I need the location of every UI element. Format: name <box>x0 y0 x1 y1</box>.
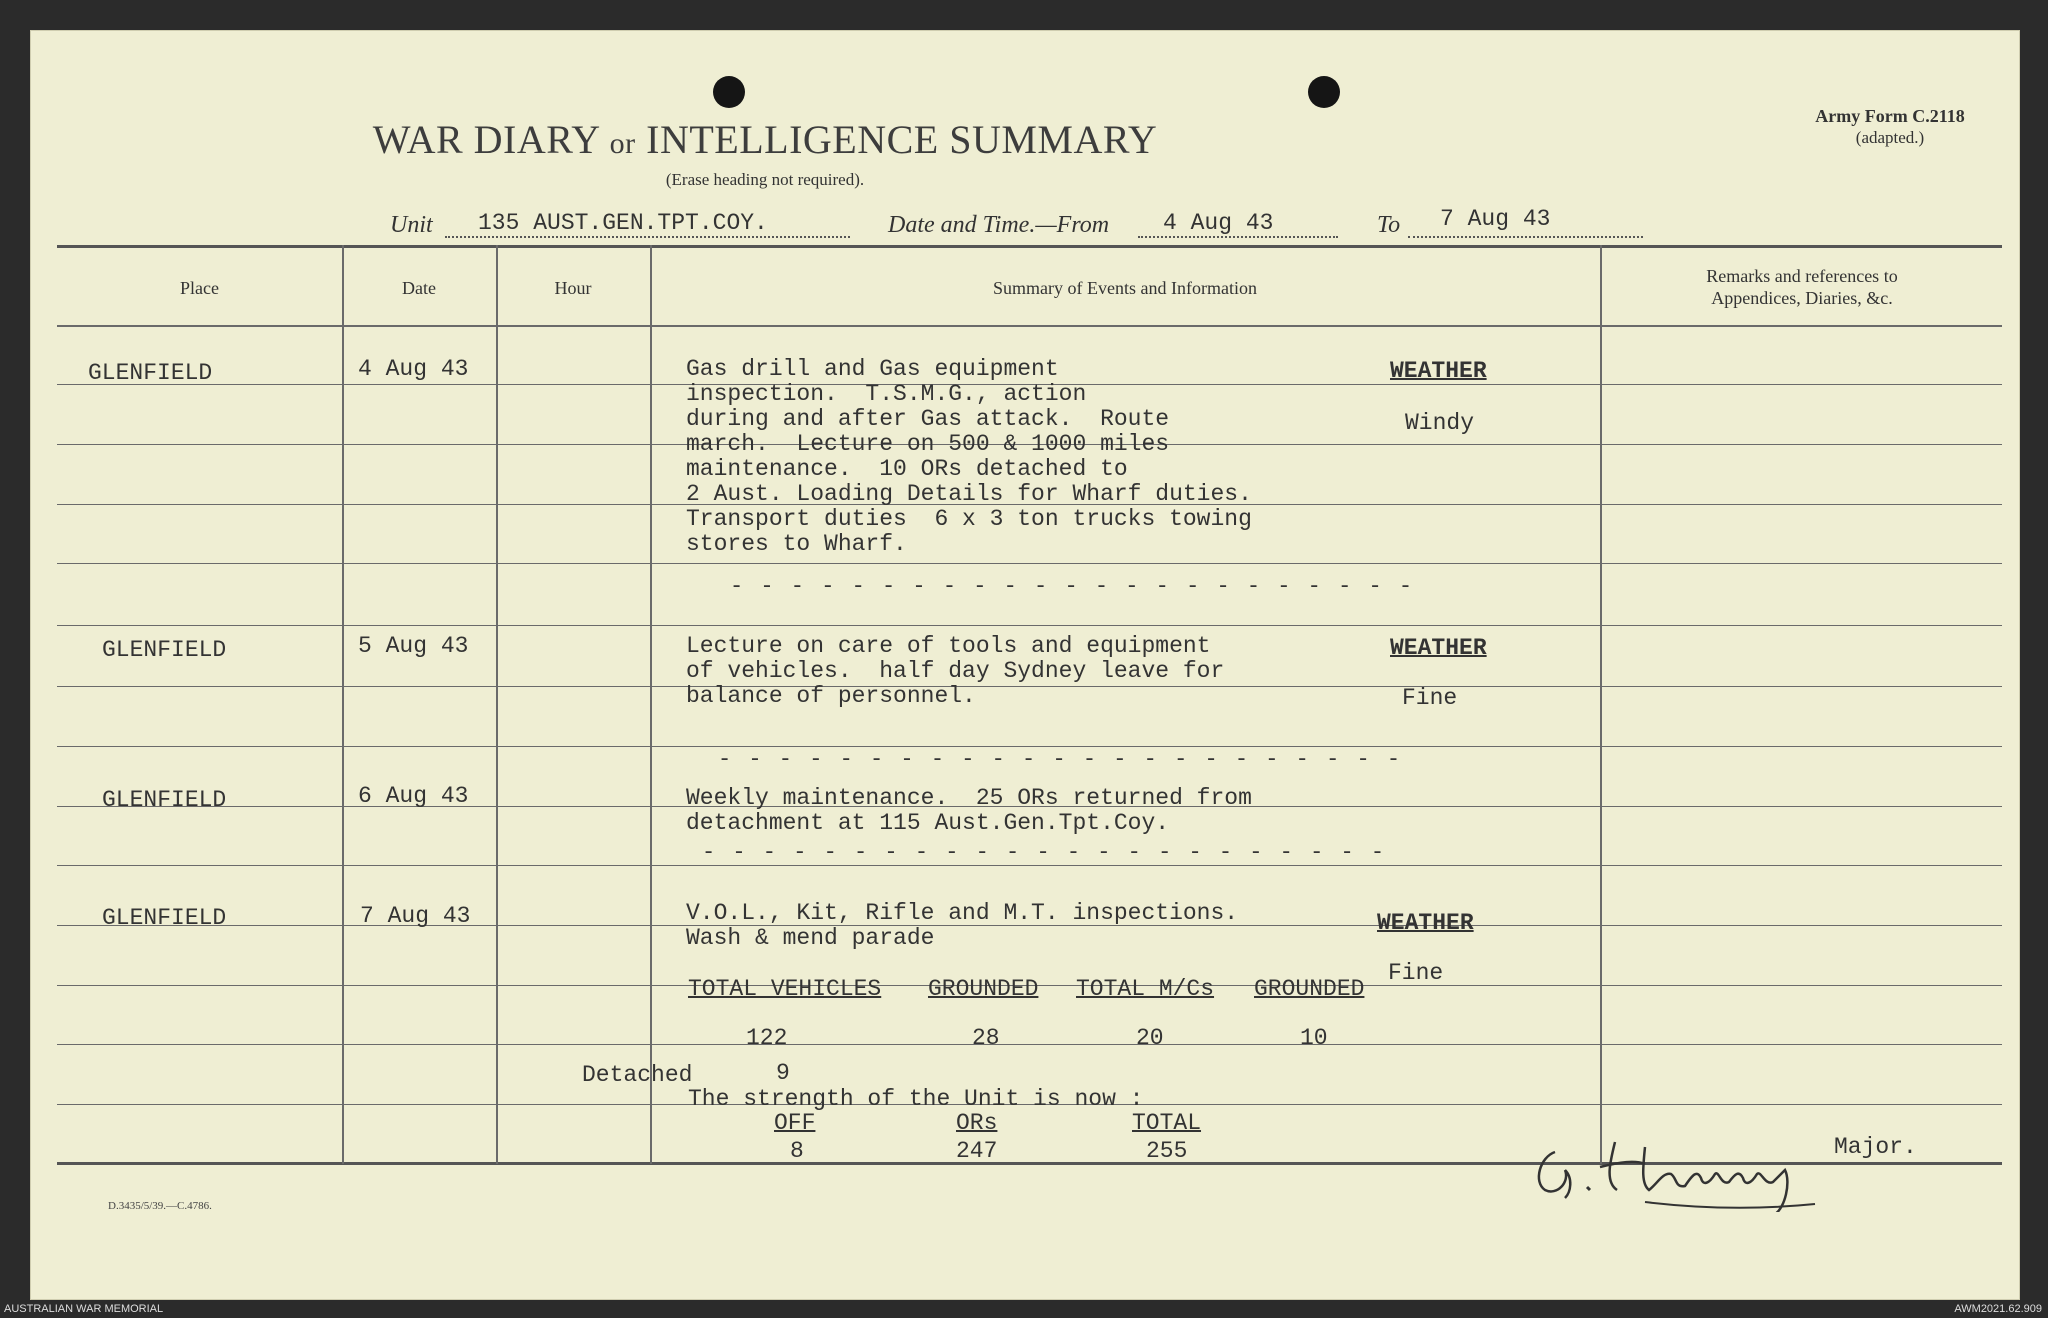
column-header-hour: Hour <box>554 278 592 298</box>
entry-line: Gas drill and Gas equipment <box>686 356 1059 382</box>
entry-date: 6 Aug 43 <box>358 783 469 809</box>
entry-place: GLENFIELD <box>102 637 227 663</box>
entry-line: 2 Aust. Loading Details for Wharf duties. <box>686 481 1252 507</box>
header-bottom-rule <box>57 325 2002 327</box>
vehicles-value: 10 <box>1300 1025 1328 1051</box>
page-subtitle: (Erase heading not required). <box>665 170 865 189</box>
entry-date: 7 Aug 43 <box>360 903 471 929</box>
entry-line: during and after Gas attack. Route <box>686 406 1170 432</box>
entry-date: 4 Aug 43 <box>358 356 469 382</box>
separator-dashes: - - - - - - - - - - - - - - - - - - - - - - - <box>730 574 1415 599</box>
entry-line: of vehicles. half day Sydney leave for <box>686 658 1225 684</box>
weather-label: WEATHER <box>1377 910 1474 936</box>
entry-date: 5 Aug 43 <box>358 633 469 659</box>
entry-place: GLENFIELD <box>102 787 227 813</box>
strength-header: ORs <box>956 1110 998 1136</box>
unit-dotted-line <box>445 236 850 238</box>
strength-header: TOTAL <box>1132 1110 1202 1136</box>
archive-label-right: AWM2021.62.909 <box>1954 1303 2042 1315</box>
punch-hole-right <box>1308 76 1340 108</box>
date-from-value: 4 Aug 43 <box>1163 210 1274 236</box>
entry-line: inspection. T.S.M.G., action <box>686 381 1087 407</box>
weather-label: WEATHER <box>1390 358 1487 384</box>
title-war-diary: WAR DIARY <box>372 117 600 162</box>
entry-line: Wash & mend parade <box>686 925 935 951</box>
ruled-line <box>57 625 2002 626</box>
date-from-dotted-line <box>1138 236 1338 238</box>
column-header-date: Date <box>402 278 436 298</box>
unit-value: 135 AUST.GEN.TPT.COY. <box>478 210 768 236</box>
entry-line: balance of personnel. <box>686 683 976 709</box>
title-or: or <box>609 127 636 160</box>
strength-value: 8 <box>790 1138 804 1164</box>
ruled-line <box>57 686 2002 687</box>
date-to-value: 7 Aug 43 <box>1440 206 1551 232</box>
detached-label: Detached <box>582 1062 693 1088</box>
signatory-rank: Major. <box>1834 1134 1917 1160</box>
column-header-place: Place <box>180 278 219 298</box>
separator-dashes: - - - - - - - - - - - - - - - - - - - - - - - <box>702 840 1387 865</box>
entry-line: Transport duties 6 x 3 ton trucks towing <box>686 506 1252 532</box>
signature-image <box>1525 1112 1855 1212</box>
column-divider-hour-summary <box>650 245 652 1164</box>
title-intelligence-summary: INTELLIGENCE SUMMARY <box>646 117 1158 162</box>
weather-label: WEATHER <box>1390 635 1487 661</box>
entry-place: GLENFIELD <box>88 360 213 386</box>
ruled-line <box>57 865 2002 866</box>
strength-intro: The strength of the Unit is now : <box>688 1086 1144 1112</box>
entry-line: Lecture on care of tools and equipment <box>686 633 1211 659</box>
detached-value: 9 <box>776 1060 790 1086</box>
strength-value: 247 <box>956 1138 998 1164</box>
vehicles-header: GROUNDED <box>1254 976 1365 1002</box>
date-from-label: Date and Time.—From <box>888 212 1110 238</box>
column-divider-date-hour <box>496 245 498 1164</box>
ruled-line <box>57 563 2002 564</box>
column-divider-place-date <box>342 245 344 1164</box>
column-header-remarks-line1: Remarks and references to <box>1706 266 1898 286</box>
weather-value: Fine <box>1402 685 1458 711</box>
entry-line: V.O.L., Kit, Rifle and M.T. inspections. <box>686 900 1239 926</box>
entry-place: GLENFIELD <box>102 905 227 931</box>
table-top-rule <box>57 245 2002 248</box>
print-code: D.3435/5/39.—C.4786. <box>108 1200 212 1212</box>
ruled-line <box>57 1044 2002 1045</box>
form-adapted: (adapted.) <box>1855 128 1925 147</box>
unit-label: Unit <box>390 212 433 238</box>
archive-label-left: AUSTRALIAN WAR MEMORIAL <box>4 1303 164 1315</box>
date-to-dotted-line <box>1408 236 1643 238</box>
vehicles-header: TOTAL M/Cs <box>1076 976 1215 1002</box>
entry-line: stores to Wharf. <box>686 531 907 557</box>
entry-line: Weekly maintenance. 25 ORs returned from <box>686 785 1252 811</box>
diary-page <box>30 30 2020 1300</box>
form-number: Army Form C.2118 <box>1815 106 1965 126</box>
page-title <box>30 116 1500 163</box>
vehicles-header: GROUNDED <box>928 976 1039 1002</box>
weather-value: Windy <box>1405 410 1475 436</box>
weather-value: Fine <box>1388 960 1444 986</box>
vehicles-value: 20 <box>1136 1025 1164 1051</box>
vehicles-header: TOTAL VEHICLES <box>688 976 882 1002</box>
separator-dashes: - - - - - - - - - - - - - - - - - - - - - - - <box>718 747 1403 772</box>
column-divider-summary-remarks <box>1600 245 1602 1164</box>
column-header-summary: Summary of Events and Information <box>993 278 1257 298</box>
entry-line: march. Lecture on 500 & 1000 miles <box>686 431 1170 457</box>
entry-line: maintenance. 10 ORs detached to <box>686 456 1128 482</box>
column-header-remarks-line2: Appendices, Diaries, &c. <box>1711 288 1893 308</box>
vehicles-value: 122 <box>746 1025 788 1051</box>
vehicles-value: 28 <box>972 1025 1000 1051</box>
date-to-label: To <box>1377 212 1401 238</box>
punch-hole-left <box>713 76 745 108</box>
strength-value: 255 <box>1146 1138 1188 1164</box>
entry-line: detachment at 115 Aust.Gen.Tpt.Coy. <box>686 810 1170 836</box>
strength-header: OFF <box>774 1110 816 1136</box>
